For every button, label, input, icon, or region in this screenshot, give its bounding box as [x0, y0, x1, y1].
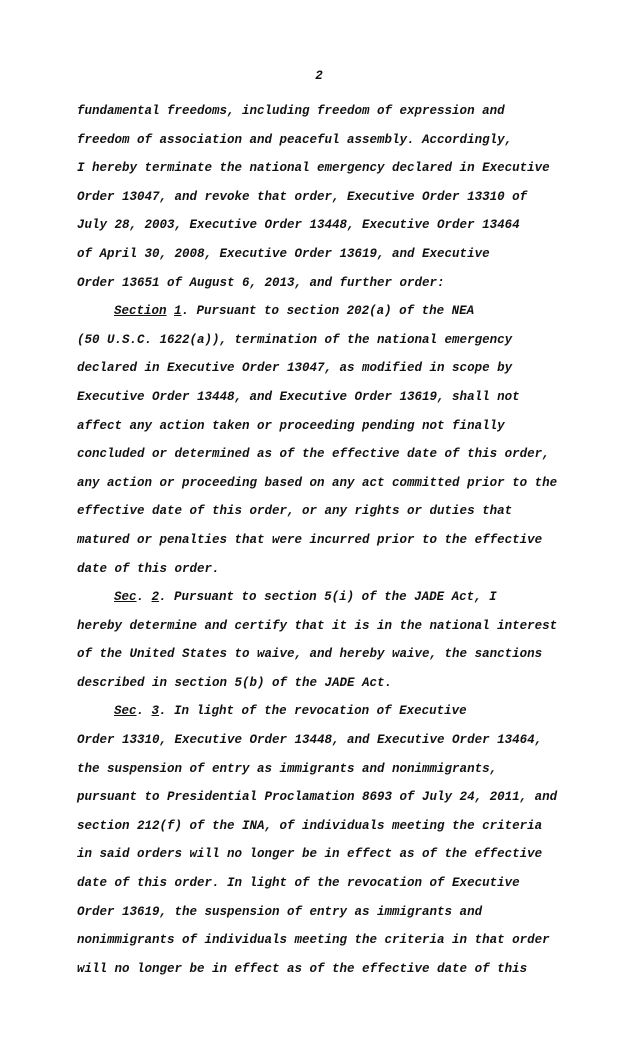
- section-3-number: 3: [151, 704, 160, 719]
- text-line: effective date of this order, or any rights or duties that: [77, 504, 513, 519]
- section-2-heading-line: Sec. 2. Pursuant to section 5(i) of the JADE Act, I: [114, 590, 497, 605]
- section-2-number: 2: [151, 590, 160, 605]
- section-1-label: Section: [114, 304, 167, 319]
- text-line: pursuant to Presidential Proclamation 8693 of July 24, 2011, and: [77, 790, 558, 805]
- text-line: I hereby terminate the national emergency declared in Executive: [77, 161, 550, 176]
- text-line: nonimmigrants of individuals meeting the criteria in that order: [77, 933, 550, 948]
- text-line: the suspension of entry as immigrants and nonimmigrants,: [77, 761, 498, 776]
- text-line: concluded or determined as of the effective date of this order,: [77, 447, 550, 462]
- text-line: will no longer be in effect as of the effective date of this: [77, 961, 528, 976]
- text-line: hereby determine and certify that it is in the national interest: [77, 618, 558, 633]
- text-line: Executive Order 13448, and Executive Order 13619, shall not: [77, 389, 520, 404]
- text-line: matured or penalties that were incurred prior to the effective: [77, 532, 543, 547]
- text-line: any action or proceeding based on any act committed prior to the: [77, 475, 558, 490]
- text-line: Order 13047, and revoke that order, Executive Order 13310 of: [77, 189, 528, 204]
- text-line: date of this order.: [77, 561, 220, 576]
- text-line: in said orders will no longer be in effect as of the effective: [77, 847, 543, 862]
- text-line: (50 U.S.C. 1622(a)), termination of the national emergency: [77, 332, 513, 347]
- text-line: of April 30, 2008, Executive Order 13619, and Executive: [77, 246, 490, 261]
- text-line: declared in Executive Order 13047, as modified in scope by: [77, 361, 513, 376]
- section-3-label: Sec: [114, 704, 137, 719]
- text-line: Order 13651 of August 6, 2013, and further order:: [77, 275, 445, 290]
- text-line: Order 13310, Executive Order 13448, and Executive Order 13464,: [77, 733, 543, 748]
- text-line: affect any action taken or proceeding pending not finally: [77, 418, 505, 433]
- section-1-text: . Pursuant to section 202(a) of the NEA: [181, 304, 475, 319]
- section-2-text: . Pursuant to section 5(i) of the JADE Act, I: [159, 590, 497, 605]
- text-line: freedom of association and peaceful assembly. Accordingly,: [77, 132, 513, 147]
- body-text: [77, 97, 597, 983]
- text-line: section 212(f) of the INA, of individuals meeting the criteria: [77, 818, 543, 833]
- text-line: Order 13619, the suspension of entry as immigrants and: [77, 904, 483, 919]
- section-3-heading-line: Sec. 3. In light of the revocation of Executive: [114, 704, 467, 719]
- section-2-label: Sec: [114, 590, 137, 605]
- text-line: of the United States to waive, and hereby waive, the sanctions: [77, 647, 543, 662]
- text-line: described in section 5(b) of the JADE Act.: [77, 675, 393, 690]
- section-1-number: 1: [174, 304, 182, 319]
- section-3-text: . In light of the revocation of Executive: [159, 704, 467, 719]
- page-number: 2: [315, 69, 323, 83]
- text-line: fundamental freedoms, including freedom of expression and: [77, 104, 505, 118]
- section-1-heading-line: [77, 297, 597, 326]
- text-line: July 28, 2003, Executive Order 13448, Executive Order 13464: [77, 218, 520, 233]
- text-line: date of this order. In light of the revocation of Executive: [77, 876, 520, 891]
